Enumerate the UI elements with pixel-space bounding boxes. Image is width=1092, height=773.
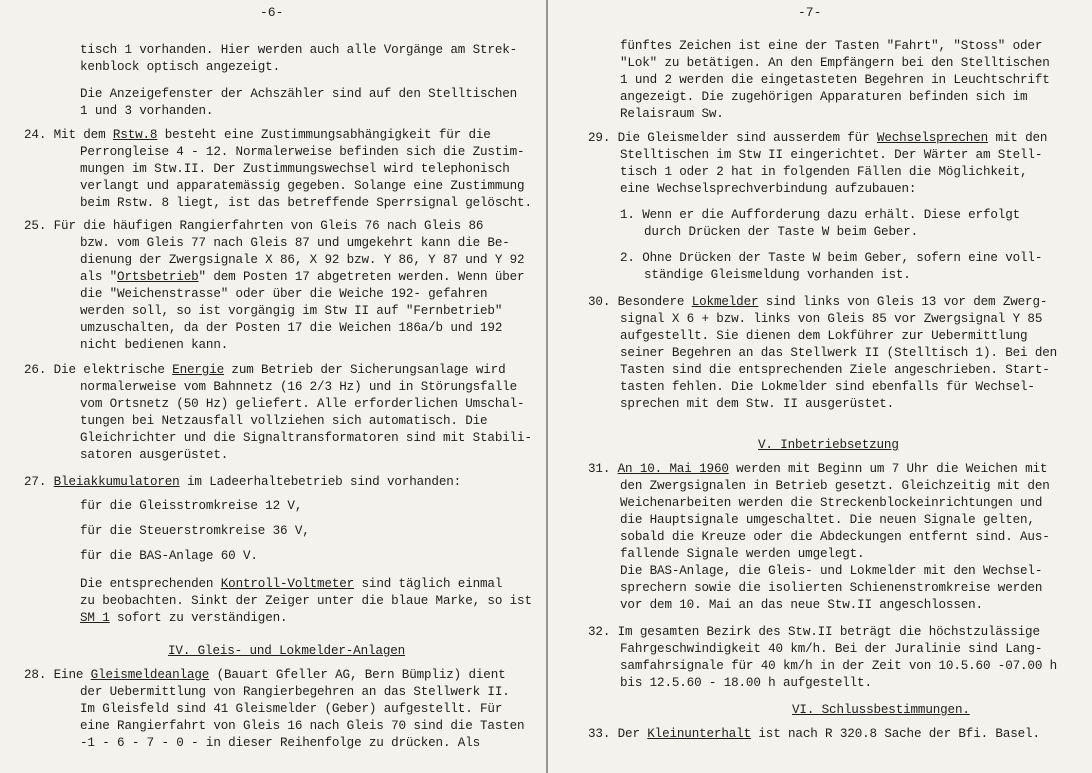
underlined-term: Wechselsprechen <box>876 131 989 145</box>
text-line: samfahrsignale für 40 km/h in der Zeit von 10.5.60 -07.00 h <box>620 659 1058 673</box>
text-segment: mit den <box>988 131 1048 145</box>
text-line: den Zwergsignalen in Betrieb gesetzt. Gleichzeitig mit den <box>620 479 1050 493</box>
text-line: beim Rstw. 8 liegt, ist das betreffende Sperrsignal gelöscht. <box>80 196 532 210</box>
text-line <box>588 294 1047 311</box>
text-line <box>24 362 506 379</box>
text-line: sprechen mit dem Stw. II ausgerüstet. <box>620 397 895 411</box>
text-segment: (Bauart Gfeller AG, Bern Bümpliz) dient <box>209 668 506 682</box>
text-line: signal X 6 + bzw. links von Gleis 85 vor Zwergsignal Y 85 <box>620 312 1043 326</box>
text-line: für die BAS-Anlage 60 V. <box>80 549 258 563</box>
underlined-term: Rstw.8 <box>112 128 158 142</box>
text-line <box>80 269 524 286</box>
page-number: -7- <box>798 5 822 20</box>
text-line <box>24 127 491 144</box>
text-line: für die Gleisstromkreise 12 V, <box>80 499 303 513</box>
text-line: seiner Begehren an das Stellwerk II (Stelltisch 1). Bei den <box>620 346 1058 360</box>
text-line: für die Steuerstromkreise 36 V, <box>80 524 310 538</box>
text-segment: sofort zu verständigen. <box>109 611 288 625</box>
text-line: Die Anzeigefenster der Achszähler sind auf den Stelltischen <box>80 87 518 101</box>
text-line: werden soll, so ist vorgängig im Stw II auf "Fernbetrieb" <box>80 304 503 318</box>
text-line: tisch 1 oder 2 hat in folgenden Fällen die Möglichkeit, <box>620 165 1028 179</box>
text-line <box>792 702 970 719</box>
text-segment: 33. Der <box>588 727 648 741</box>
text-line: sobald die Kreuze oder die Abdeckungen entfernt sind. Aus- <box>620 530 1050 544</box>
text-segment: 26. Die elektrische <box>24 363 173 377</box>
text-line: bis 12.5.60 - 18.00 h aufgestellt. <box>620 676 872 690</box>
underlined-term: An 10. Mai 1960 <box>617 462 729 476</box>
text-line: satoren ausgerüstet. <box>80 448 229 462</box>
text-segment: " dem Posten 17 abgetreten werden. Wenn über <box>198 270 525 284</box>
underlined-term: Bleiakkumulatoren <box>53 475 180 489</box>
text-segment: 28. Eine <box>24 668 91 682</box>
text-line: 1. Wenn er die Aufforderung dazu erhält. Diese erfolgt <box>620 208 1021 222</box>
page-number: -6- <box>260 5 284 20</box>
text-line: Weichenarbeiten werden die Streckenblockeinrichtungen und <box>620 496 1043 510</box>
text-line: Relaisraum Sw. <box>620 107 724 121</box>
underlined-term: Gleismeldeanlage <box>90 668 210 682</box>
text-line: verlangt und apparatemässig gegeben. Solange eine Zustimmung <box>80 179 525 193</box>
text-segment: sind täglich einmal <box>354 577 503 591</box>
text-line: die Hauptsignale umgeschaltet. Die neuen Signale gelten, <box>620 513 1035 527</box>
text-line: nicht bedienen kann. <box>80 338 229 352</box>
text-line: 25. Für die häufigen Rangierfahrten von Gleis 76 nach Gleis 86 <box>24 219 484 233</box>
text-line: zu beobachten. Sinkt der Zeiger unter die blaue Marke, so ist <box>80 594 532 608</box>
text-segment: sind links von Gleis 13 vor dem Zwerg- <box>758 295 1048 309</box>
text-line: sprechern sowie die isolierten Schienenstromkreise werden <box>620 581 1043 595</box>
text-line: mungen im Stw.II. Der Zustimmungswechsel wird telephonisch <box>80 162 510 176</box>
text-line: fünftes Zeichen ist eine der Tasten "Fahrt", "Stoss" oder <box>620 39 1043 53</box>
text-line: 1 und 3 vorhanden. <box>80 104 214 118</box>
text-line <box>588 461 1047 478</box>
text-segment: 24. Mit dem <box>24 128 113 142</box>
text-line: normalerweise vom Bahnnetz (16 2/3 Hz) und in Störungsfalle <box>80 380 518 394</box>
text-line: Fahrgeschwindigkeit 40 km/h. Bei der Juralinie sind Lang- <box>620 642 1043 656</box>
text-line: vor dem 10. Mai an das neue Stw.II angeschlossen. <box>620 598 983 612</box>
text-segment: 27. <box>24 475 54 489</box>
text-segment: im Ladeerhaltebetrieb sind vorhanden: <box>179 475 462 489</box>
underlined-term: Ortsbetrieb <box>117 270 199 284</box>
text-line <box>758 437 899 454</box>
text-line: tasten fehlen. Die Lokmelder sind ebenfalls für Wechsel- <box>620 380 1035 394</box>
underlined-term: SM 1 <box>80 611 110 625</box>
text-line: 32. Im gesamten Bezirk des Stw.II beträgt die höchstzulässige <box>588 625 1040 639</box>
text-line: die "Weichenstrasse" oder über die Weiche 192- gefahren <box>80 287 488 301</box>
text-line: "Lok" zu betätigen. An den Empfängern bei den Stelltischen <box>620 56 1050 70</box>
text-line: 2. Ohne Drücken der Taste W beim Geber, sofern eine voll- <box>620 251 1043 265</box>
text-line: tisch 1 vorhanden. Hier werden auch alle Vorgänge am Strek- <box>80 43 518 57</box>
underlined-term: Kontroll-Voltmeter <box>220 577 355 591</box>
text-line: angezeigt. Die zugehörigen Apparaturen befinden sich im <box>620 90 1028 104</box>
text-segment: 30. Besondere <box>588 295 692 309</box>
text-line: Tasten sind die entsprechenden Ziele angeschrieben. Start- <box>620 363 1050 377</box>
right-page <box>548 0 1092 773</box>
text-segment: 29. Die Gleismelder sind ausserdem für <box>588 131 877 145</box>
text-segment: als " <box>80 270 118 284</box>
underlined-term: IV. Gleis- und Lokmelder-Anlagen <box>168 644 406 658</box>
underlined-term: VI. Schlussbestimmungen. <box>792 703 970 717</box>
text-line <box>24 474 461 491</box>
text-segment: werden mit Beginn um 7 Uhr die Weichen mit <box>728 462 1048 476</box>
text-line: -1 - 6 - 7 - 0 - in dieser Reihenfolge zu drücken. Als <box>80 736 481 750</box>
text-line: aufgestellt. Sie dienen dem Lokführer zur Uebermittlung <box>620 329 1028 343</box>
text-line: Gleichrichter und die Signaltransformatoren sind mit Stabili- <box>80 431 532 445</box>
text-line: bzw. vom Gleis 77 nach Gleis 87 und umgekehrt kann die Be- <box>80 236 510 250</box>
text-line <box>80 610 287 627</box>
underlined-term: Kleinunterhalt <box>647 727 751 741</box>
text-line: fallende Signale werden umgelegt. <box>620 547 865 561</box>
text-line <box>24 667 506 684</box>
text-line: eine Rangierfahrt von Gleis 16 nach Gleis 70 sind die Tasten <box>80 719 525 733</box>
text-line: der Uebermittlung von Rangierbegehren an das Stellwerk II. <box>80 685 510 699</box>
text-line: umzuschalten, da der Posten 17 die Weichen 186a/b und 192 <box>80 321 503 335</box>
text-line <box>80 576 502 593</box>
text-line: 1 und 2 werden die eingetasteten Begehren in Leuchtschrift <box>620 73 1050 87</box>
text-line: Perrongleise 4 - 12. Normalerweise befinden sich die Zustim- <box>80 145 525 159</box>
text-line: vom Ortsnetz (50 Hz) geliefert. Alle erforderlichen Umschal- <box>80 397 525 411</box>
text-line: Im Gleisfeld sind 41 Gleismelder (Geber) aufgestellt. Für <box>80 702 503 716</box>
text-segment: besteht eine Zustimmungsabhängigkeit für die <box>157 128 491 142</box>
text-line <box>588 726 1040 743</box>
text-line: Stelltischen im Stw II eingerichtet. Der Wärter am Stell- <box>620 148 1043 162</box>
text-segment: zum Betrieb der Sicherungsanlage wird <box>224 363 506 377</box>
underlined-term: Energie <box>172 363 225 377</box>
text-line: tungen bei Netzausfall vollziehen sich automatisch. Die <box>80 414 488 428</box>
text-line: dienung der Zwergsignale X 86, X 92 bzw. Y 86, Y 87 und Y 92 <box>80 253 525 267</box>
underlined-term: Lokmelder <box>691 295 759 309</box>
underlined-term: V. Inbetriebsetzung <box>758 438 899 452</box>
text-line: kenblock optisch angezeigt. <box>80 60 281 74</box>
text-line: ständige Gleismeldung vorhanden ist. <box>644 268 911 282</box>
text-line: eine Wechselsprechverbindung aufzubauen: <box>620 182 917 196</box>
text-line <box>168 643 405 660</box>
text-segment: 31. <box>588 462 618 476</box>
text-segment: Die entsprechenden <box>80 577 221 591</box>
text-line: durch Drücken der Taste W beim Geber. <box>644 225 919 239</box>
text-line: Die BAS-Anlage, die Gleis- und Lokmelder mit den Wechsel- <box>620 564 1043 578</box>
text-line <box>588 130 1047 147</box>
text-segment: ist nach R 320.8 Sache der Bfi. Basel. <box>750 727 1040 741</box>
